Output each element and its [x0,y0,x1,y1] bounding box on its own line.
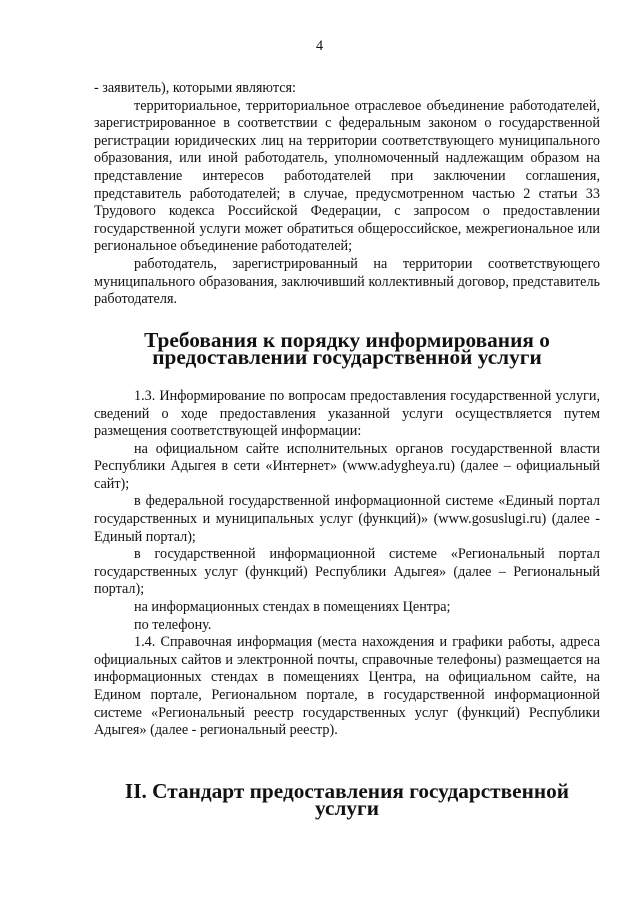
page-content [94,80,600,821]
paragraph-1-4: 1.4. Справочная информация (места нахождения и графики работы, адреса официальных сайтов и электронной почты, справочные телефоны) размещается на информационных стендах в помещениях Центра, на официальном сайте, на Едином портале, Региональном портале, в государственной информационной системе «Региональный реестр государственных услуг (функций) Республики Адыгея» (далее - региональный реестр). [94,634,600,739]
paragraph-phone: по телефону. [134,616,212,633]
section-heading-information-requirements: Требования к порядку информирования о предоставлении государственной услуги [144,327,550,370]
paragraph-regional-portal: в государственной информационной системе «Региональный портал государственных услуг (функций) Республики Адыгея» (далее – Региональный портал); [94,546,600,598]
paragraph-applicants-intro: - заявитель), которыми являются: [94,80,296,96]
section-heading-standard: II. Стандарт предоставления государственной услуги [124,778,570,821]
paragraph-employer: работодатель, зарегистрированный на территории соответствующего муниципального образования, заключивший коллективный договор, представитель работодателя. [94,255,600,308]
page-number: 4 [315,38,324,54]
paragraph-unified-portal: в федеральной государственной информационной системе «Единый портал государственных и муниципальных услуг (функций)» (www.gosuslugi.ru) (далее - Единый портал); [94,493,600,545]
paragraph-employer-associations: территориальное, территориальное отраслевое объединение работодателей, зарегистрированное в соответствии с федеральным законом о государственной регистрации юридических лиц на территории соответствующего муниципального образования, или иной работодатель, уполномоченный надлежащим образом на представление интересов работодателей при заключении соглашения, представитель работодателей; в случае, предусмотренном частью 2 статьи 33 Трудового кодекса Российской Федерации, с запросом о предоставлении государственной услуги может обратиться общероссийское, межрегиональное или региональное объединение работодателей; [94,97,600,255]
paragraph-info-stands: на информационных стендах в помещениях Центра; [134,599,451,616]
paragraph-1-3: 1.3. Информирование по вопросам предоставления государственной услуги, сведений о ходе предоставления указанной услуги осуществляется путем размещения соответствующей информации: [94,387,600,440]
paragraph-official-site: на официальном сайте исполнительных органов государственной власти Республики Адыгея в сети «Интернет» (www.adygheya.ru) (далее – официальный сайт); [94,440,600,492]
